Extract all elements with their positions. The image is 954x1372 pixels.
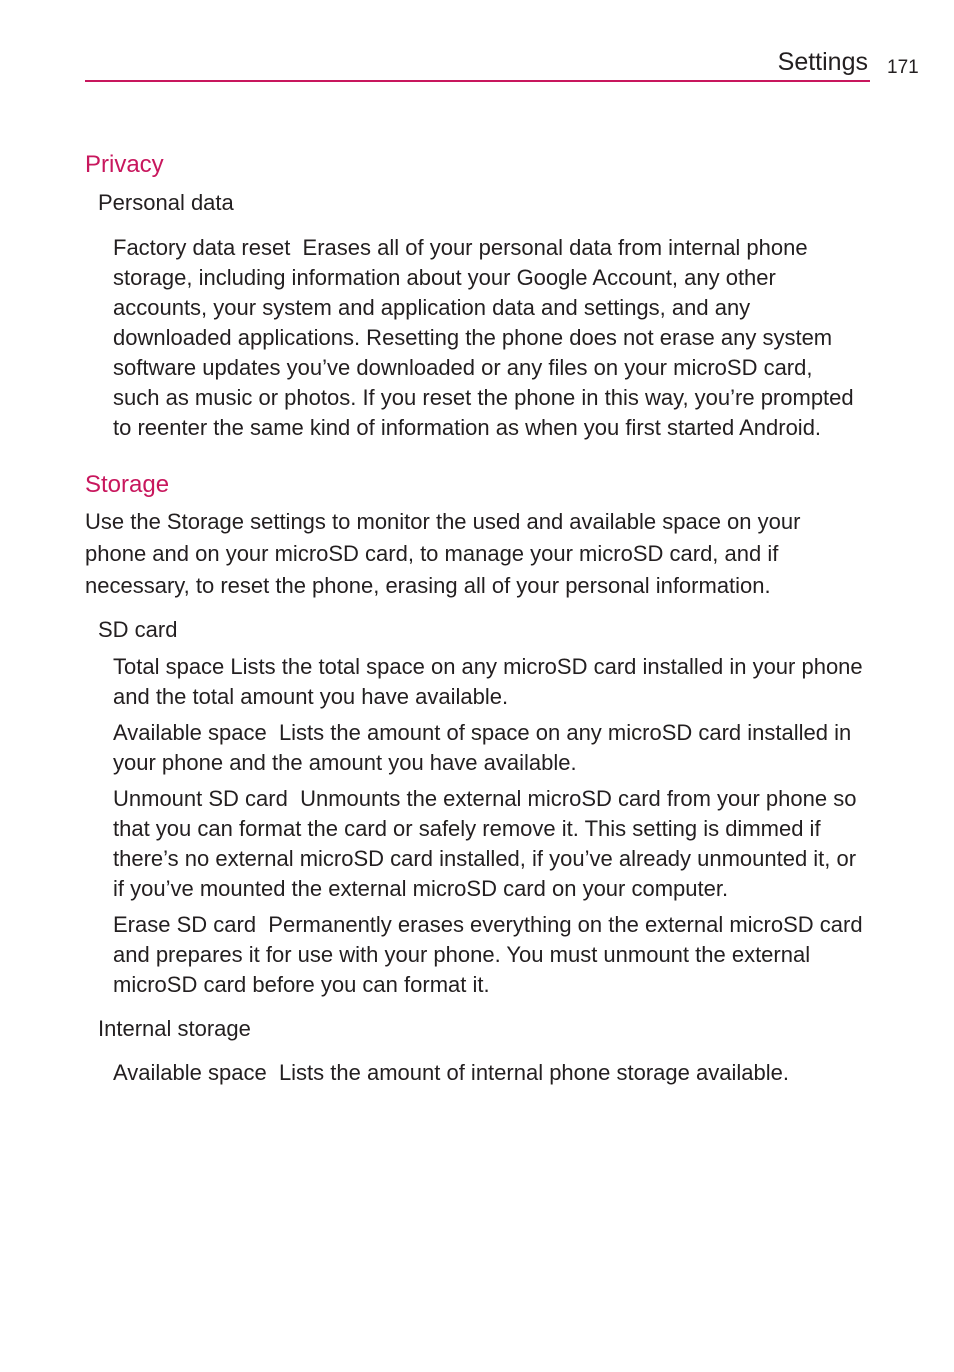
factory-data-reset-item (113, 233, 865, 443)
item-description: Unmounts the external microSD card from your phone so that you can format the card or safely remove it. This setting is dimmed if there’s no external microSD card installed, if you’ve already unmounted it, or if you’ve mounted the external microSD card on your computer. (113, 786, 857, 901)
item-term: Available space (113, 720, 267, 745)
page-header-title: Settings (777, 48, 868, 76)
item-term: Available space (113, 1060, 267, 1085)
item-term: Unmount SD card (113, 786, 288, 811)
storage-intro: Use the Storage settings to monitor the used and available space on your phone and on your microSD card, to manage your microSD card, and if necessary, to reset the phone, erasing all of your personal information. (85, 509, 801, 598)
sd-card-subheading: SD card (98, 617, 178, 642)
page-content (85, 148, 865, 1088)
internal-storage-subheading: Internal storage (98, 1016, 251, 1041)
internal-available-space-item (113, 1058, 865, 1088)
storage-heading: Storage (85, 471, 170, 498)
unmount-sd-card-item (113, 784, 865, 904)
item-description: Permanently erases everything on the external microSD card and prepares it for use with your phone. You must unmount the external microSD card before you can format it. (113, 912, 863, 997)
sd-available-space-item (113, 718, 865, 778)
item-description: Lists the amount of internal phone storage available. (278, 1060, 789, 1085)
item-description: Lists the amount of space on any microSD card installed in your phone and the amount you have available. (113, 720, 852, 775)
erase-sd-card-item (113, 910, 865, 1000)
personal-data-subheading: Personal data (98, 190, 234, 215)
privacy-heading: Privacy (85, 151, 164, 178)
page-number: 171 (887, 57, 919, 78)
item-term: Erase SD card (113, 912, 257, 937)
header-divider (85, 80, 870, 82)
item-description: Lists the total space on any microSD card installed in your phone and the total amount you have available. (113, 654, 863, 709)
item-term: Total space (113, 654, 225, 679)
item-description: Erases all of your personal data from internal phone storage, including information about your Google Account, any other accounts, your system and application data and settings, and any downloaded applications. Resetting the phone does not erase any system software updates you’ve downloaded or any files on your microSD card, such as music or photos. If you reset the phone in this way, you’re prompted to reenter the same kind of information as when you first started Android. (113, 235, 854, 440)
item-term: Factory data reset (113, 235, 291, 260)
total-space-item (113, 652, 865, 712)
